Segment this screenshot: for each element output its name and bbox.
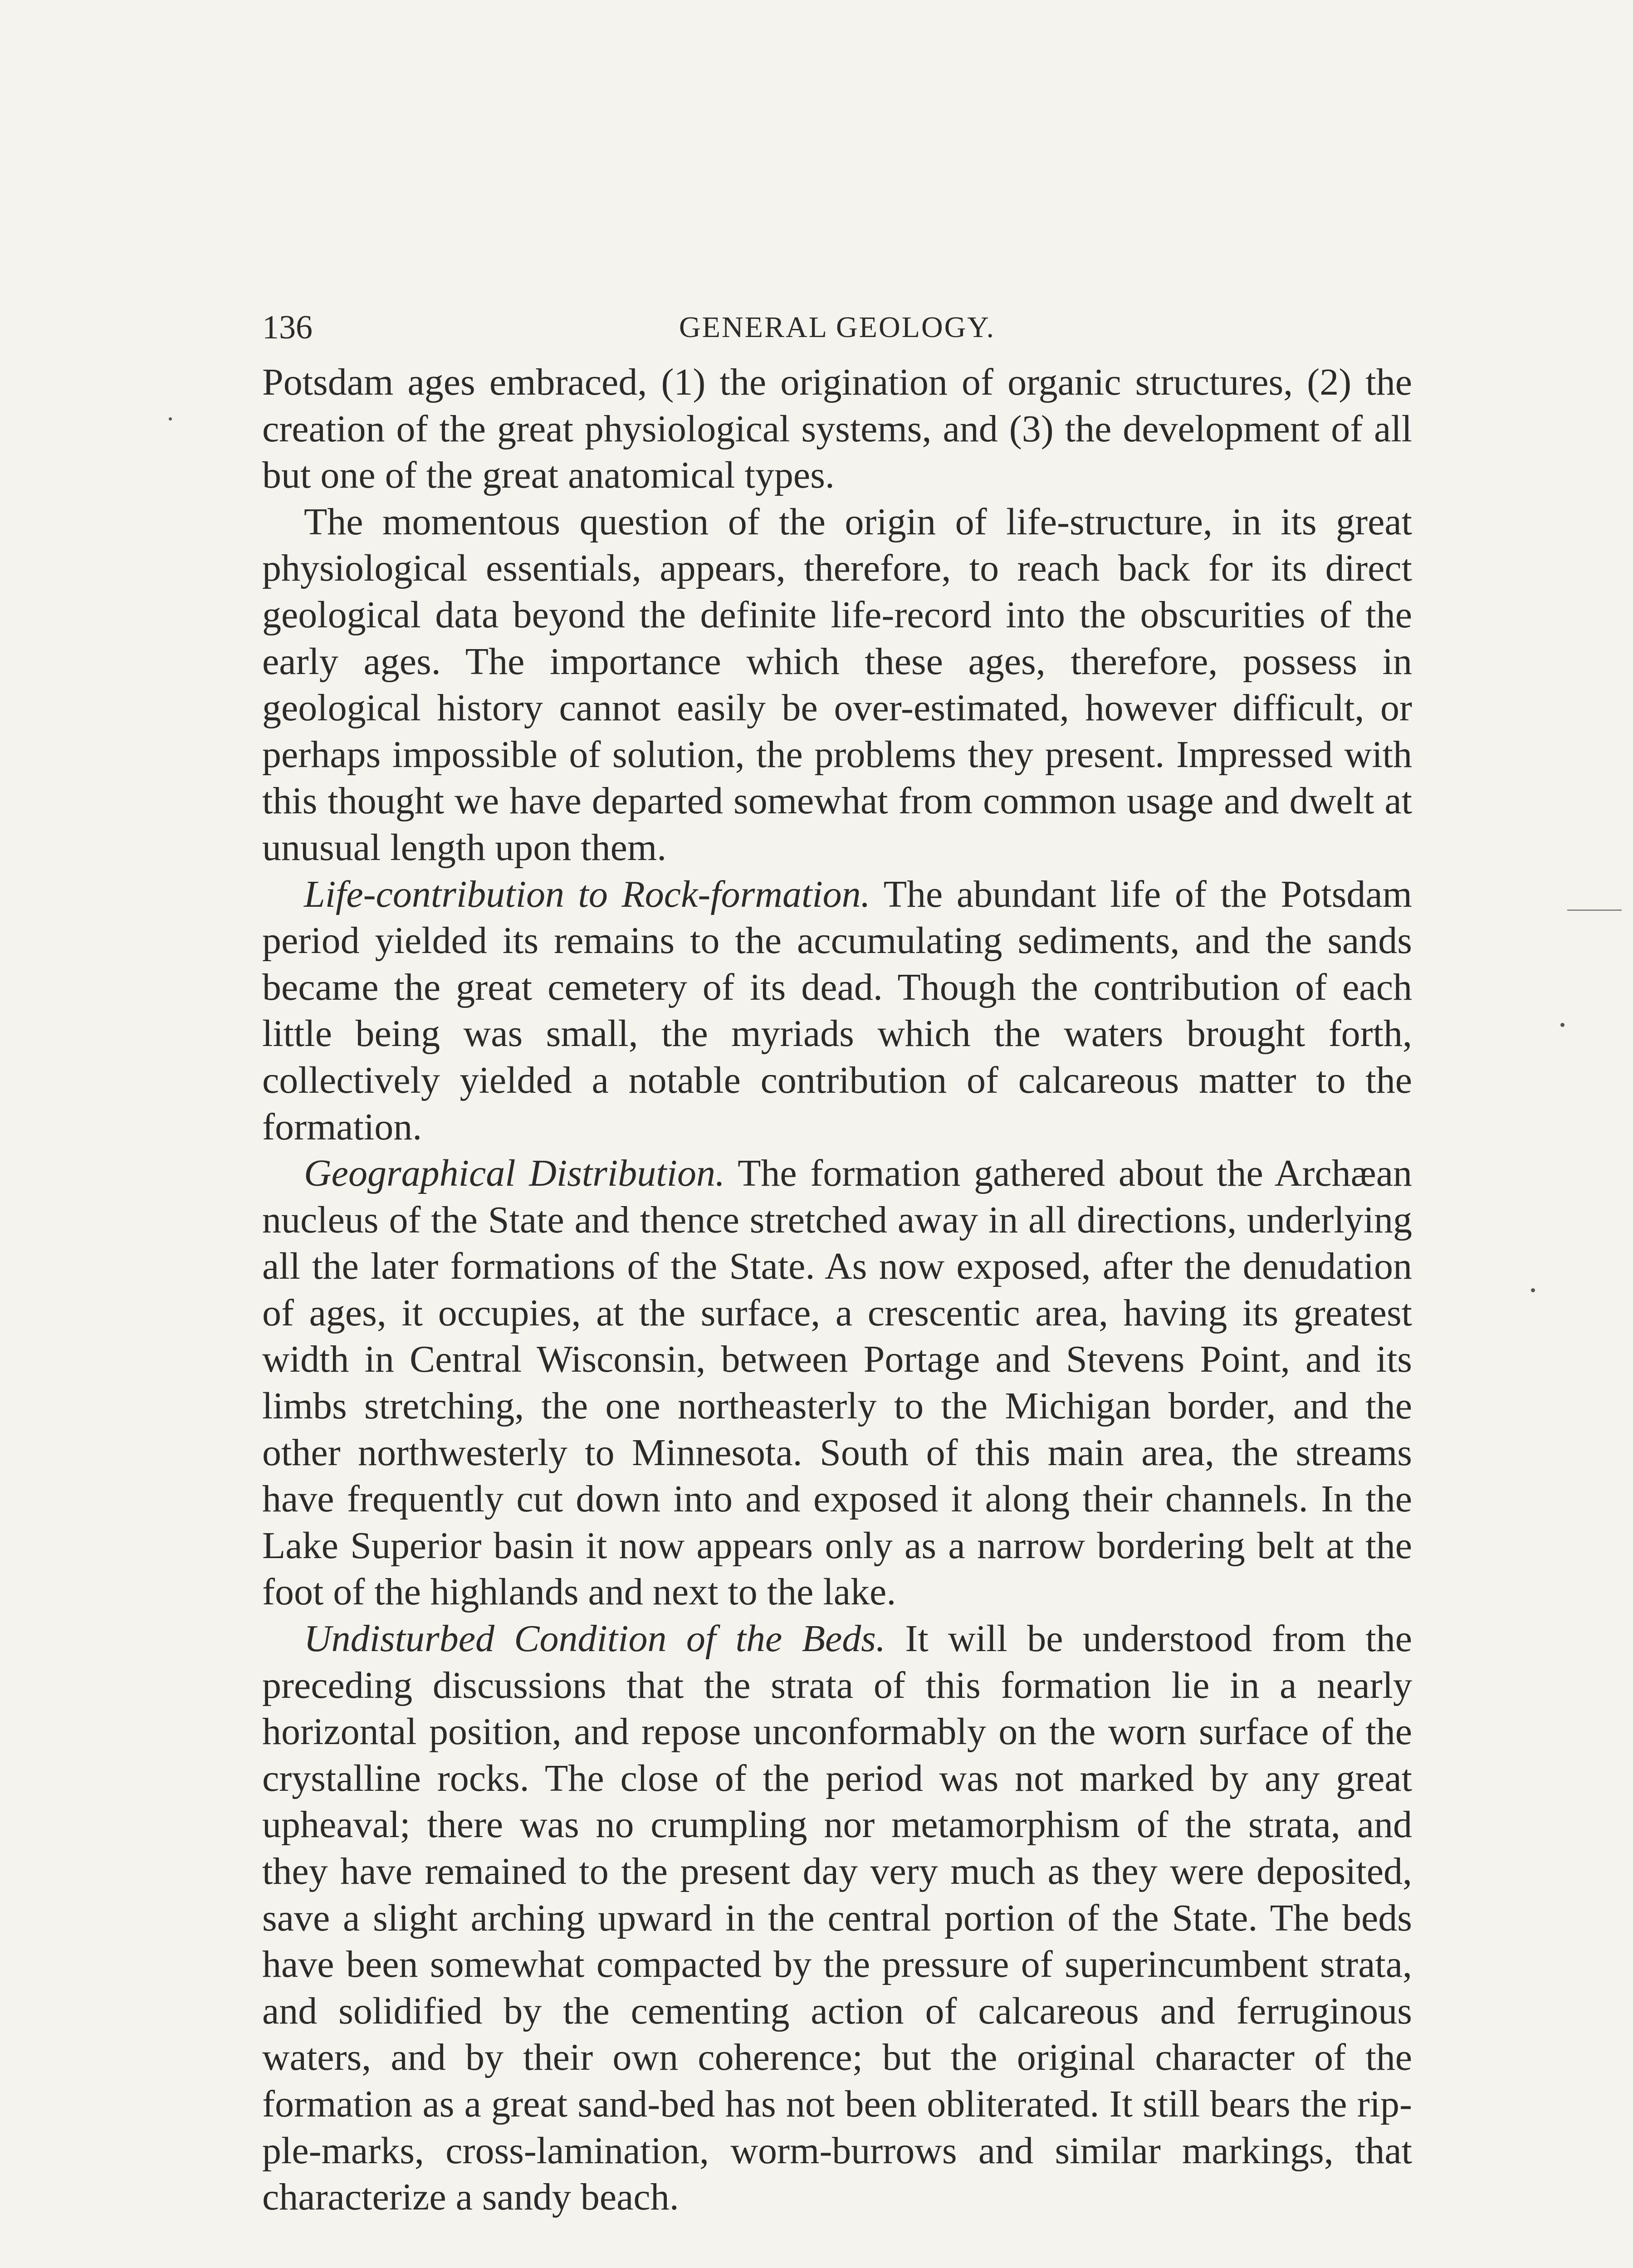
running-title: GENERAL GEOLOGY.: [679, 311, 995, 344]
paragraph-text: The formation gathered about the Archæan nucleus of the State and thence stretched away in all directions, underlying all the later formations of the State. As now exposed, after the denudation of ages, it occupies, at the surface, a crescentic area, having its greatest width in Central Wisconsin, between Portage and Stevens Point, and its limbs stretching, the one northeasterly to the Michigan border, and the other northwesterly to Minnesota. South of this main area, the streams have frequently cut down into and exposed it along their channels. In the Lake Superior basin it now appears only as a narrow bordering belt at the foot of the highlands and next to the lake.: [262, 1152, 1412, 1613]
paragraph-text: Potsdam ages embraced, (1) the origination of organic structures, (2) the creation of the great physiological systems, and (3) the development of all but one of the great anatomical types.: [262, 361, 1412, 497]
scan-speck: [1560, 1023, 1565, 1027]
paragraph-life-structure: [262, 499, 1412, 871]
paragraph-geographical-distribution: [262, 1150, 1412, 1616]
scan-speck: [1567, 909, 1622, 911]
running-head: [262, 305, 1412, 359]
side-heading: Geographical Distribution.: [304, 1152, 725, 1195]
paragraph-text: The abundant life of the Potsdam period yielded its remains to the accumulating sediments, and the sands became the great cemetery of its dead. Though the contribution of each little being was small, the myriads which the waters brought forth, collectively yielded a notable contribution of calcareous matter to the formation.: [262, 873, 1413, 1148]
scan-speck: [1531, 1288, 1535, 1292]
paragraph-continuation: [262, 359, 1412, 499]
paragraph-undisturbed-condition: [262, 1616, 1412, 2221]
scan-speck: [169, 417, 172, 420]
paragraph-text: It will be understood from the preceding discussions that the strata of this formation lie in a nearly horizontal position, and repose unconformably on the worn surface of the crystalline rocks. The close of the period was not marked by any great upheaval; there was no crumpling nor metamorphism of the strata, and they have remained to the present day very much as they were deposited, save a slight arching upward in the central portion of the State. The beds have been somewhat compacted by the pressure of superincumbent strata, and solidified by the cementing action of calcareous and ferruginous waters, and by their own coherence; but the original character of the formation as a great sand-bed has not been obliterated. It still bears the ripple-marks, cross-lamination, worm-burrows and similar markings, that characterize a sandy beach.: [262, 1618, 1412, 2219]
page-content: [262, 305, 1412, 2221]
page-number: 136: [262, 309, 313, 346]
paragraph-life-contribution: [262, 871, 1412, 1151]
paragraph-text: The momentous question of the origin of life-structure, in its great physiological essentials, appears, therefore, to reach back for its direct geological data beyond the definite life-record into the obscurities of the early ages. The importance which these ages, therefore, possess in geological history cannot easily be over-estimated, however difficult, or perhaps impossible of solution, the problems they present. Impressed with this thought we have departed somewhat from common usage and dwelt at unusual length upon them.: [262, 500, 1412, 869]
side-heading: Undisturbed Condition of the Beds.: [304, 1618, 885, 1660]
body-text: [262, 359, 1412, 2221]
side-heading: Life-contribution to Rock-formation.: [304, 873, 870, 915]
